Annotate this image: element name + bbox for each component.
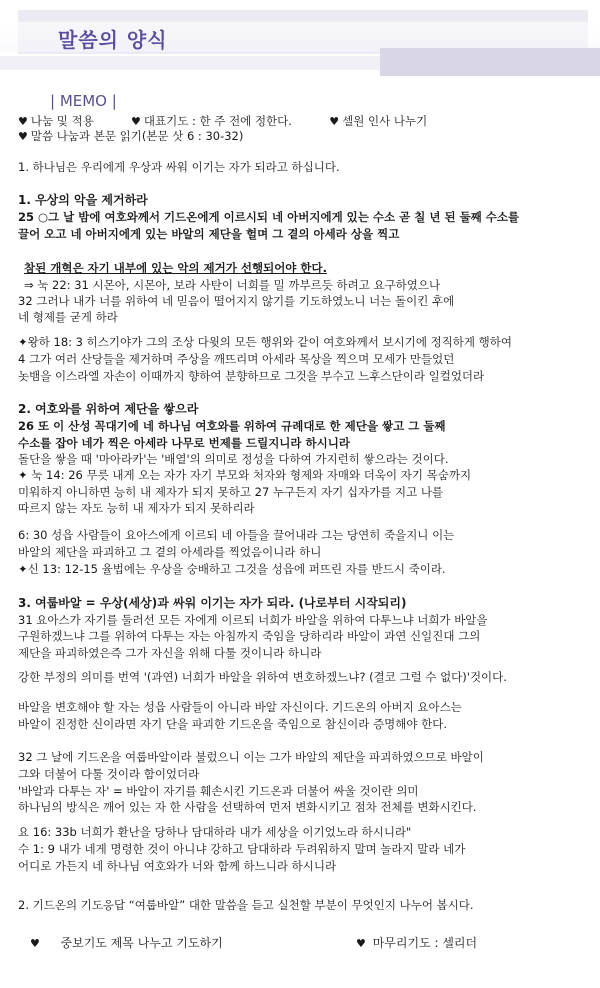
header-banner <box>0 0 600 76</box>
s1-line-6: 네 형제를 굳게 하라 <box>18 310 118 324</box>
theme-line: 1. 하나님은 우리에게 우상과 싸워 이기는 자가 되라고 하십니다. <box>18 160 340 174</box>
s3-line-4: 강한 부정의 의미를 번역 '(과연) 너희가 바알을 위하여 변호하겠느냐? (결코 그럴 수 없다)'것이다. <box>18 670 507 684</box>
s3-line-5: 바알을 변호해야 할 자는 성읍 사람들이 아니라 바알 자신이다. 기드온의 아버지 요아스는 <box>18 700 462 714</box>
footer-intercession-label: 중보기도 제목 나누고 기도하기 <box>60 936 223 950</box>
page-title: 말씀의 양식 <box>58 28 168 52</box>
s2-line-2: 수소를 잡아 네가 찍은 아세라 나무로 번제를 드릴지니라 하시니라 <box>18 436 350 450</box>
s2-line-1: 26 또 이 산성 꼭대기에 네 하나님 여호와를 위하여 규례대로 한 제단을 쌓고 그 둘째 <box>18 419 446 433</box>
header-accent <box>380 48 600 76</box>
heart-icon: ♥ <box>131 115 141 128</box>
s2-line-7: 6: 30 성읍 사람들이 요아스에게 이르되 네 아들을 끌어내라 그는 당연히 죽을지니 이는 <box>18 528 455 542</box>
s1-line-9: 놋뱀을 이스라엘 자손이 이때까지 향하여 분향하므로 그것을 부수고 느후스단이라 일컬었더라 <box>18 369 485 383</box>
section-2-title: 2. 여호와를 위하여 제단을 쌓으라 <box>18 402 199 416</box>
s3-line-8: 그와 더불어 다툴 것이라 함이었더라 <box>18 767 200 781</box>
intro-item-greeting: 셀원 인사 나누기 <box>342 114 428 128</box>
footer-closing-prayer <box>356 934 477 951</box>
s1-line-2: 끌어 오고 네 아버지에게 있는 바알의 제단을 헐며 그 곁의 아세라 상을 찍고 <box>18 227 400 241</box>
footer-intercession <box>30 934 223 951</box>
s3-line-1: 31 요아스가 자기를 둘러선 모든 자에게 이르되 너희가 바알을 위하여 다투느냐 너희가 바알을 <box>18 613 488 627</box>
footer-closing-prayer-label: 마무리기도 : 셀리더 <box>372 936 478 950</box>
header-stripe <box>0 56 380 70</box>
s3-line-10: 하나님의 방식은 깨어 있는 자 한 사람을 선택하여 먼저 변화시키고 점차 전체를 변화시킨다. <box>18 800 477 814</box>
s2-line-8: 바알의 제단을 파괴하고 그 곁의 아세라를 찍었음이니라 하니 <box>18 545 322 559</box>
s2-line-3: 돌단을 쌓을 때 '마아라카'는 '배열'의 의미로 정성을 다하여 가지런히 쌓으라는 것이다. <box>18 452 449 466</box>
heart-icon: ♥ <box>329 115 340 128</box>
section-1-title: 1. 우상의 악을 제거하라 <box>18 193 148 207</box>
closing-question: 2. 기드온의 기도응답 “여룹바알” 대한 말씀을 듣고 실천할 부분이 무엇인지 나누어 봅시다. <box>18 898 474 912</box>
heart-icon: ♥ <box>356 937 366 950</box>
s3-line-12: 수 1: 9 내가 네게 명령한 것이 아니냐 강하고 담대하라 두려워하지 말며 놀라지 말라 네가 <box>18 842 466 856</box>
section-3-title: 3. 여룹바알 = 우상(세상)과 싸워 이기는 자가 되라. (나로부터 시작되리) <box>18 596 407 610</box>
intro-item-prayer: 대표기도 : 한 주 전에 정한다. <box>143 114 292 128</box>
s3-line-11: 요 16: 33b 너희가 환난을 당하나 담대하라 내가 세상을 이기었노라 하시니라" <box>18 825 412 839</box>
s1-line-5: 32 그러나 내가 너를 위하여 네 믿음이 떨어지지 않기를 기도하였노니 너는 돌이킨 후에 <box>18 294 455 308</box>
s3-line-9: '바알과 다투는 자' = 바알이 자기를 훼손시킨 기드온과 더불어 싸울 것이란 의미 <box>18 784 419 798</box>
intro-row-1 <box>18 113 427 129</box>
heart-icon: ♥ <box>30 937 40 950</box>
s1-line-4: ⇒ 눅 22: 31 시몬아, 시몬아, 보라 사탄이 너희를 밀 까부르듯 하려고 요구하였으나 <box>24 278 441 292</box>
s2-line-6: 따르지 않는 자도 능히 내 제자가 되지 못하리라 <box>18 501 255 515</box>
s2-line-9: ✦신 13: 12-15 율법에는 우상을 숭배하고 그것을 성읍에 퍼뜨린 자를 반드시 죽이라. <box>18 562 446 576</box>
s1-line-7: ✦왕하 18: 3 히스기야가 그의 조상 다윗의 모든 행위와 같이 여호와께서 보시기에 정직하게 행하여 <box>18 335 513 349</box>
s3-line-7: 32 그 날에 기드온을 여룹바알이라 불렀으니 이는 그가 바알의 제단을 파괴하였으므로 바알이 <box>18 750 484 764</box>
memo-label: | MEMO | <box>50 92 117 110</box>
heart-icon: ♥ <box>18 115 28 128</box>
s1-line-1: 25 ○그 날 밤에 여호와께서 기드온에게 이르시되 네 아버지에게 있는 수소 곧 칠 년 된 둘째 수소를 <box>18 210 520 224</box>
intro-item-reading: 말씀 나눔과 본문 읽기(본문 삿 6 : 30-32) <box>30 129 244 143</box>
intro-row-2 <box>18 128 243 144</box>
s3-line-6: 바알이 진정한 신이라면 자기 단을 파괴한 기드온을 죽임으로 참신이라 증명해야 한다. <box>18 717 448 731</box>
s2-line-5: 미워하지 아니하면 능히 내 제자가 되지 못하고 27 누구든지 자기 십자가를 지고 나를 <box>18 485 444 499</box>
s3-line-13: 어디로 가든지 네 하나님 여호와가 너와 함께 하느니라 하시니라 <box>18 859 337 873</box>
s2-line-4: ✦ 눅 14: 26 무릇 내게 오는 자가 자기 부모와 처자와 형제와 자매와 더욱이 자기 목숨까지 <box>18 468 472 482</box>
s1-line-8: 4 그가 여러 산당들을 제거하며 주상을 깨뜨리며 아세라 목상을 찍으며 모세가 만들었던 <box>18 352 455 366</box>
s1-key-statement: 참된 개혁은 자기 내부에 있는 악의 제거가 선행되어야 한다. <box>24 261 328 275</box>
s3-line-3: 제단을 파괴하였은즉 그가 자신을 위해 다툴 것이니라 하니라 <box>18 646 322 660</box>
heart-icon: ♥ <box>18 130 28 143</box>
s3-line-2: 구원하겠느냐 그를 위하여 다투는 자는 아침까지 죽임을 당하리라 바알이 과연 신일진대 그의 <box>18 629 481 643</box>
intro-item-sharing: 나눔 및 적용 <box>30 114 94 128</box>
